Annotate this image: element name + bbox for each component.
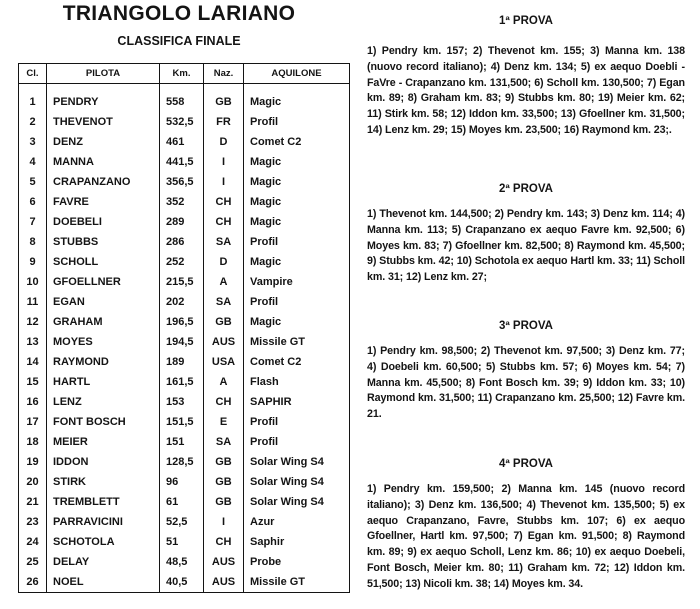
pilot-cell: STIRK [47,472,160,492]
pilot-cell: HARTL [47,372,160,392]
pilot-cell: PARRAVICINI [47,512,160,532]
nation-cell: AUS [204,332,244,352]
km-cell: 286 [160,232,204,252]
km-cell: 252 [160,252,204,272]
glider-cell: Magic [244,172,350,192]
glider-cell: Profil [244,292,350,312]
rank-cell: 7 [19,212,47,232]
table-row [19,352,350,372]
nation-cell: USA [204,352,244,372]
km-cell: 96 [160,472,204,492]
pilot-cell: LENZ [47,392,160,412]
nation-cell: SA [204,292,244,312]
rank-cell: 25 [19,552,47,572]
rank-cell: 20 [19,472,47,492]
km-cell: 151,5 [160,412,204,432]
glider-cell: Missile GT [244,572,350,593]
rank-cell: 26 [19,572,47,593]
table-row [19,172,350,192]
table-row [19,452,350,472]
glider-cell: Vampire [244,272,350,292]
nation-cell: A [204,272,244,292]
pilot-cell: DOEBELI [47,212,160,232]
km-cell: 153 [160,392,204,412]
pilot-cell: MEIER [47,432,160,452]
rank-cell: 8 [19,232,47,252]
table-row [19,572,350,593]
nation-cell: GB [204,492,244,512]
pilot-cell: IDDON [47,452,160,472]
table-row [19,412,350,432]
rank-cell: 14 [19,352,47,372]
round-results: 1) Pendry km. 157; 2) Thevenot km. 155; 3) Manna km. 138 (nuovo record italiano); 4) Denz km. 134; 5) ex aequo Doebli - FaVre - Crapanzano km. 131,500; 6) Scholl km. 130,500; 7) Egan km. 89; 8) Graham km. 83; 9) Stubbs km. 80; 19) Meier km. 62; 11) Stirk km. 58; 12) Iddon km. 33,500; 13) Gfoellner km. 31,500; 14) Lenz km. 29; 15) Moyes km. 23,500; 16) Raymond km. 23;. [367,45,685,136]
table-row [19,232,350,252]
nation-cell: FR [204,112,244,132]
table-row [19,552,350,572]
km-cell: 61 [160,492,204,512]
glider-cell: Magic [244,312,350,332]
pilot-cell: GRAHAM [47,312,160,332]
round-3 [367,320,685,423]
glider-cell: Magic [244,252,350,272]
table-row [19,292,350,312]
rank-cell: 15 [19,372,47,392]
page-title: TRIANGOLO LARIANO [62,2,296,25]
glider-cell: Magic [244,84,350,113]
pilot-cell: SCHOLL [47,252,160,272]
glider-cell: SAPHIR [244,392,350,412]
nation-cell: I [204,172,244,192]
km-cell: 202 [160,292,204,312]
rank-cell: 6 [19,192,47,212]
header-pilot: PILOTA [47,64,160,84]
km-cell: 356,5 [160,172,204,192]
table-row [19,112,350,132]
table-row [19,132,350,152]
km-cell: 151 [160,432,204,452]
pilot-cell: RAYMOND [47,352,160,372]
rank-cell: 4 [19,152,47,172]
round-heading: 1ª PROVA [499,15,553,27]
rank-cell: 17 [19,412,47,432]
nation-cell: GB [204,84,244,113]
km-cell: 441,5 [160,152,204,172]
nation-cell: CH [204,532,244,552]
nation-cell: E [204,412,244,432]
table-row [19,532,350,552]
rank-cell: 3 [19,132,47,152]
km-cell: 461 [160,132,204,152]
glider-cell: Solar Wing S4 [244,492,350,512]
header-km: Km. [160,64,204,84]
header-nation: Naz. [204,64,244,84]
round-4 [367,458,685,593]
glider-cell: Profil [244,232,350,252]
table-row [19,492,350,512]
header-glider: AQUILONE [244,64,350,84]
rank-cell: 21 [19,492,47,512]
km-cell: 352 [160,192,204,212]
glider-cell: Solar Wing S4 [244,472,350,492]
nation-cell: I [204,512,244,532]
pilot-cell: STUBBS [47,232,160,252]
km-cell: 289 [160,212,204,232]
km-cell: 194,5 [160,332,204,352]
glider-cell: Flash [244,372,350,392]
rank-cell: 1 [19,84,47,113]
nation-cell: D [204,252,244,272]
pilot-cell: MANNA [47,152,160,172]
pilot-cell: DENZ [47,132,160,152]
glider-cell: Solar Wing S4 [244,452,350,472]
nation-cell: SA [204,232,244,252]
table-row [19,332,350,352]
pilot-cell: TREMBLETT [47,492,160,512]
glider-cell: Profil [244,112,350,132]
km-cell: 51 [160,532,204,552]
glider-cell: Probe [244,552,350,572]
km-cell: 52,5 [160,512,204,532]
table-row [19,152,350,172]
glider-cell: Profil [244,432,350,452]
glider-cell: Missile GT [244,332,350,352]
round-heading: 2ª PROVA [499,183,553,195]
rank-cell: 12 [19,312,47,332]
pilot-cell: GFOELLNER [47,272,160,292]
table-row [19,84,350,113]
pilot-cell: FAVRE [47,192,160,212]
glider-cell: Profil [244,412,350,432]
pilot-cell: NOEL [47,572,160,593]
km-cell: 196,5 [160,312,204,332]
standings-header-row [19,64,350,84]
km-cell: 48,5 [160,552,204,572]
page-subtitle: CLASSIFICA FINALE [117,34,241,48]
table-row [19,432,350,452]
rank-cell: 23 [19,512,47,532]
table-row [19,192,350,212]
round-heading: 3ª PROVA [499,320,553,332]
table-row [19,372,350,392]
nation-cell: GB [204,472,244,492]
nation-cell: AUS [204,572,244,593]
nation-cell: CH [204,392,244,412]
km-cell: 40,5 [160,572,204,593]
nation-cell: AUS [204,552,244,572]
glider-cell: Comet C2 [244,352,350,372]
nation-cell: CH [204,212,244,232]
round-results: 1) Pendry km. 159,500; 2) Manna km. 145 (nuovo record italiano); 3) Denz km. 136,500; 4) Thevenot km. 135,500; 5) ex aequo Crapanzano, Favre, Stubbs km. 107; 6) ex aequo Gfoellner, Hartl km. 97,500; 7) Egan km. 91,500; 8) Raymond km. 89; 9) ex aequo Scholl, Lenz km. 86; 10) ex aequo Doebeli, Font Bosch, Meier km. 80; 11) Graham km. 72; 12) Iddon km. 51,500; 13) Nicoli km. 38; 14) Moyes km. 34. [367,483,685,590]
round-1 [367,15,685,139]
pilot-cell: MOYES [47,332,160,352]
nation-cell: GB [204,312,244,332]
standings-table [18,63,350,593]
table-row [19,472,350,492]
glider-cell: Comet C2 [244,132,350,152]
pilot-cell: DELAY [47,552,160,572]
rank-cell: 10 [19,272,47,292]
pilot-cell: CRAPANZANO [47,172,160,192]
nation-cell: D [204,132,244,152]
pilot-cell: FONT BOSCH [47,412,160,432]
pilot-cell: PENDRY [47,84,160,113]
header-rank: Cl. [19,64,47,84]
rank-cell: 5 [19,172,47,192]
table-row [19,252,350,272]
pilot-cell: EGAN [47,292,160,312]
km-cell: 161,5 [160,372,204,392]
round-heading: 4ª PROVA [499,458,553,470]
rank-cell: 19 [19,452,47,472]
glider-cell: Magic [244,212,350,232]
table-row [19,272,350,292]
km-cell: 189 [160,352,204,372]
glider-cell: Magic [244,152,350,172]
table-row [19,312,350,332]
glider-cell: Magic [244,192,350,212]
nation-cell: CH [204,192,244,212]
rank-cell: 2 [19,112,47,132]
km-cell: 215,5 [160,272,204,292]
pilot-cell: THEVENOT [47,112,160,132]
table-row [19,392,350,412]
km-cell: 532,5 [160,112,204,132]
nation-cell: A [204,372,244,392]
round-results: 1) Pendry km. 98,500; 2) Thevenot km. 97,500; 3) Denz km. 77; 4) Doebeli km. 60,500; 5) Stubbs km. 57; 6) Moyes km. 54; 7) Manna km. 45,500; 8) Font Bosch km. 39; 9) Iddon km. 33; 10) Raymond km. 31,500; 11) Crapanzano km. 25,500; 12) Favre km. 21. [367,345,685,421]
rank-cell: 13 [19,332,47,352]
table-row [19,512,350,532]
rank-cell: 11 [19,292,47,312]
glider-cell: Saphir [244,532,350,552]
km-cell: 128,5 [160,452,204,472]
pilot-cell: SCHOTOLA [47,532,160,552]
table-row [19,212,350,232]
standings-body [19,84,350,593]
round-2 [367,183,685,286]
rank-cell: 9 [19,252,47,272]
rank-cell: 24 [19,532,47,552]
rank-cell: 18 [19,432,47,452]
km-cell: 558 [160,84,204,113]
round-results: 1) Thevenot km. 144,500; 2) Pendry km. 143; 3) Denz km. 114; 4) Manna km. 113; 5) Crapanzano ex aequo Favre km. 92,500; 6) Moyes km. 83; 7) Gfoellner km. 82,500; 8) Raymond km. 45,500; 9) Stubbs km. 42; 10) Schotola ex aequo Hartl km. 33; 11) Scholl km. 31; 12) Lenz km. 27; [367,208,685,284]
nation-cell: GB [204,452,244,472]
nation-cell: I [204,152,244,172]
nation-cell: SA [204,432,244,452]
rank-cell: 16 [19,392,47,412]
glider-cell: Azur [244,512,350,532]
